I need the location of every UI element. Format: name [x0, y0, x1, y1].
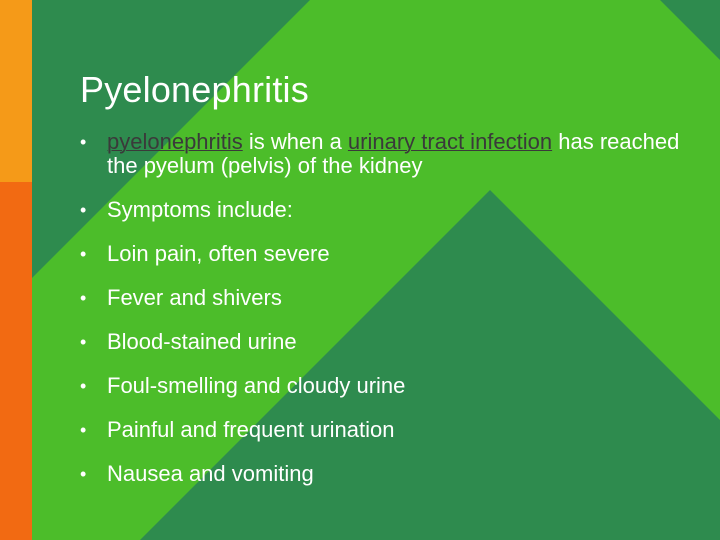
orange-strip-top [0, 0, 32, 182]
bullet-text: Nausea and vomiting [107, 461, 314, 486]
bullet-dot: • [80, 200, 87, 220]
bullet-item [80, 462, 680, 486]
bullet-dot: • [80, 288, 87, 308]
bullet-list [80, 130, 680, 506]
bullet-text: Blood-stained urine [107, 329, 297, 354]
bullet-text: Painful and frequent urination [107, 417, 395, 442]
link-pyelonephritis[interactable]: pyelonephritis [107, 129, 243, 154]
orange-strip-bottom [0, 182, 32, 540]
bullet-dot: • [80, 420, 87, 440]
bullet-dot: • [80, 132, 87, 152]
bullet-text: Symptoms include: [107, 197, 293, 222]
bullet-item [80, 286, 680, 310]
intro-text-1: is when a [242, 129, 348, 154]
bullet-item [80, 330, 680, 354]
bullet-text: Loin pain, often severe [107, 241, 330, 266]
bullet-item [80, 242, 680, 266]
slide-title: Pyelonephritis [80, 69, 309, 110]
intro-text-2: has reached the pyelum (pelvis) of the kidney [107, 129, 680, 178]
bullet-intro [80, 130, 680, 178]
bullet-item [80, 198, 680, 222]
bullet-dot: • [80, 464, 87, 484]
bullet-dot: • [80, 244, 87, 264]
bullet-item [80, 418, 680, 442]
bullet-text: Foul-smelling and cloudy urine [107, 373, 406, 398]
bullet-item [80, 374, 680, 398]
bullet-dot: • [80, 376, 87, 396]
link-urinary-tract-infection[interactable]: urinary tract infection [347, 129, 553, 154]
bullet-text: Fever and shivers [107, 285, 282, 310]
bullet-dot: • [80, 332, 87, 352]
